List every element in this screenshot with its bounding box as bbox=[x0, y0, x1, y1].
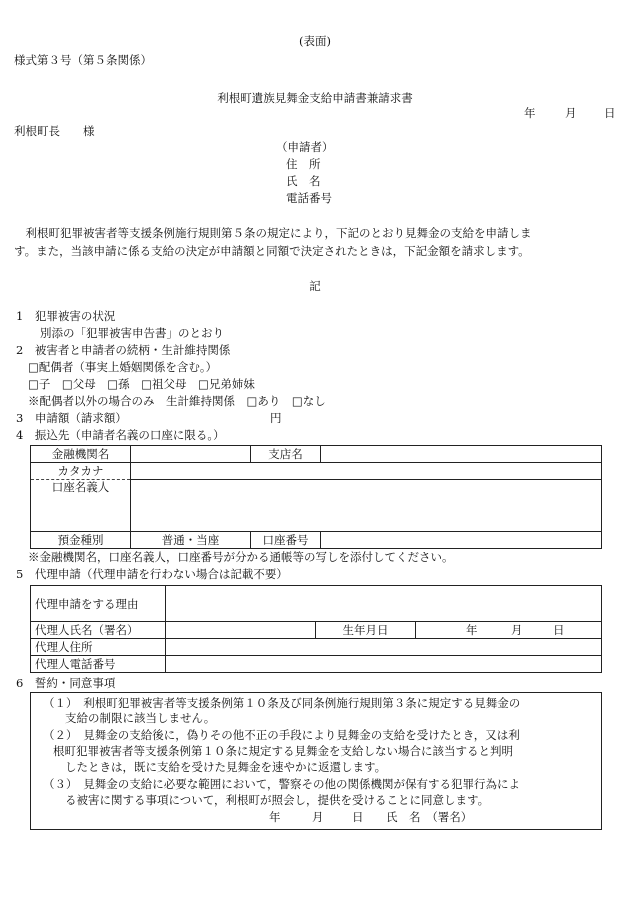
section-4-note: ※金融機関名，口座名義人，口座番号が分かる通帳等の写しを添付してください。 bbox=[28, 550, 454, 564]
body-paragraph-line1: 利根町犯罪被害者等支援条例施行規則第５条の規定により，下記のとおり見舞金の支給を申請しま bbox=[14, 226, 532, 240]
branch-label: 支店名 bbox=[251, 446, 321, 463]
oath-item-3-line1: （３） 見舞金の支給に必要な範囲において，警察その他の関係機関が保有する犯罪行為によ bbox=[43, 777, 521, 791]
katakana-label: カタカナ bbox=[31, 463, 131, 480]
amount-unit: 円 bbox=[270, 411, 282, 425]
holder-label: 口座名義人 bbox=[31, 480, 131, 532]
section-2-title: 2 被害者と申請者の続柄・生計維持関係 bbox=[16, 343, 231, 357]
sign-year-label: 年 bbox=[269, 810, 281, 824]
oath-item-1-line1: （１） 利根町犯罪被害者等支援条例第１０条及び同条例施行規則第３条に規定する見舞金の bbox=[43, 696, 521, 710]
deposit-type-label: 預金種別 bbox=[31, 532, 131, 549]
applicant-heading: （申請者） bbox=[276, 140, 334, 154]
relation-spouse: □配偶者（事実上婚姻関係を含む。） bbox=[28, 360, 218, 374]
date-day: 日 bbox=[604, 106, 616, 120]
oath-item-3-line2: る被害に関する事項について，利根町が照会し，提供を受けることに同意します。 bbox=[65, 793, 490, 807]
section-5-title: 5 代理申請（代理申請を行わない場合は記載不要） bbox=[16, 567, 288, 581]
applicant-name-label: 氏 名 bbox=[286, 174, 321, 188]
birth-month-label: 月 bbox=[511, 623, 523, 637]
applicant-address-label: 住 所 bbox=[286, 157, 321, 171]
applicant-phone-label: 電話番号 bbox=[286, 191, 332, 205]
proxy-name-field[interactable] bbox=[166, 622, 316, 639]
proxy-phone-field[interactable] bbox=[166, 656, 602, 673]
sign-month-label: 月 bbox=[312, 810, 324, 824]
section-1-title: 1 犯罪被害の状況 bbox=[16, 309, 116, 323]
proxy-phone-label: 代理人電話番号 bbox=[31, 656, 166, 673]
oath-item-2-line3: したときは，既に支給を受けた見舞金を速やかに返還します。 bbox=[65, 760, 387, 774]
oath-item-2-line1: （２） 見舞金の支給後に，偽りその他不正の手段により見舞金の支給を受けたとき，又は利 bbox=[43, 728, 520, 742]
birth-day-label: 日 bbox=[553, 623, 565, 637]
proxy-name-label: 代理人氏名（署名） bbox=[31, 622, 166, 639]
proxy-table bbox=[30, 585, 602, 673]
sign-day-label: 日 bbox=[352, 810, 364, 824]
section-3-title: 3 申請額（請求額） bbox=[16, 411, 127, 425]
date-year: 年 bbox=[524, 106, 536, 120]
oath-item-2-line2: 根町犯罪被害者等支援条例第１０条に規定する見舞金を支給しない場合に該当すると判明 bbox=[53, 744, 513, 758]
bank-account-table bbox=[30, 445, 602, 549]
form-number: 様式第３号（第５条関係） bbox=[14, 53, 152, 67]
body-paragraph-line2: す。また，当該申請に係る支給の決定が申請額と同額で決定されたときは，下記金額を請求します。 bbox=[14, 244, 530, 258]
birth-year-label: 年 bbox=[466, 623, 478, 637]
account-number-field[interactable] bbox=[321, 532, 602, 549]
branch-field[interactable] bbox=[321, 446, 602, 463]
addressee: 利根町長 様 bbox=[14, 124, 95, 138]
sign-name-label: 氏 名 （署名） bbox=[386, 810, 473, 824]
account-number-label: 口座番号 bbox=[251, 532, 321, 549]
section-1-note: 別添の「犯罪被害申告書」のとおり bbox=[40, 326, 224, 340]
bank-name-label: 金融機関名 bbox=[31, 446, 131, 463]
date-month: 月 bbox=[565, 106, 577, 120]
livelihood-relation: ※配偶者以外の場合のみ 生計維持関係 □あり □なし bbox=[28, 394, 326, 408]
page-side-label: (表面) bbox=[299, 34, 331, 48]
section-6-title: 6 誓約・同意事項 bbox=[16, 676, 116, 690]
deposit-type-value[interactable]: 普通・当座 bbox=[131, 532, 251, 549]
section-4-title: 4 振込先（申請者名義の口座に限る。） bbox=[16, 428, 225, 442]
document-title: 利根町遺族見舞金支給申請書兼請求書 bbox=[217, 91, 413, 105]
oath-item-1-line2: 支給の制限に該当しません。 bbox=[65, 711, 216, 725]
proxy-birth-label: 生年月日 bbox=[316, 622, 416, 639]
bank-name-field[interactable] bbox=[131, 446, 251, 463]
proxy-reason-field[interactable] bbox=[166, 586, 602, 622]
holder-katakana-field[interactable] bbox=[131, 463, 602, 480]
proxy-address-field[interactable] bbox=[166, 639, 602, 656]
oath-box bbox=[30, 692, 602, 830]
proxy-birth-field[interactable] bbox=[416, 622, 602, 639]
proxy-address-label: 代理人住所 bbox=[31, 639, 166, 656]
ki-heading: 記 bbox=[309, 279, 321, 293]
relation-family: □子 □父母 □孫 □祖父母 □兄弟姉妹 bbox=[28, 377, 255, 391]
proxy-reason-label: 代理申請をする理由 bbox=[31, 586, 166, 622]
holder-field[interactable] bbox=[131, 480, 602, 532]
